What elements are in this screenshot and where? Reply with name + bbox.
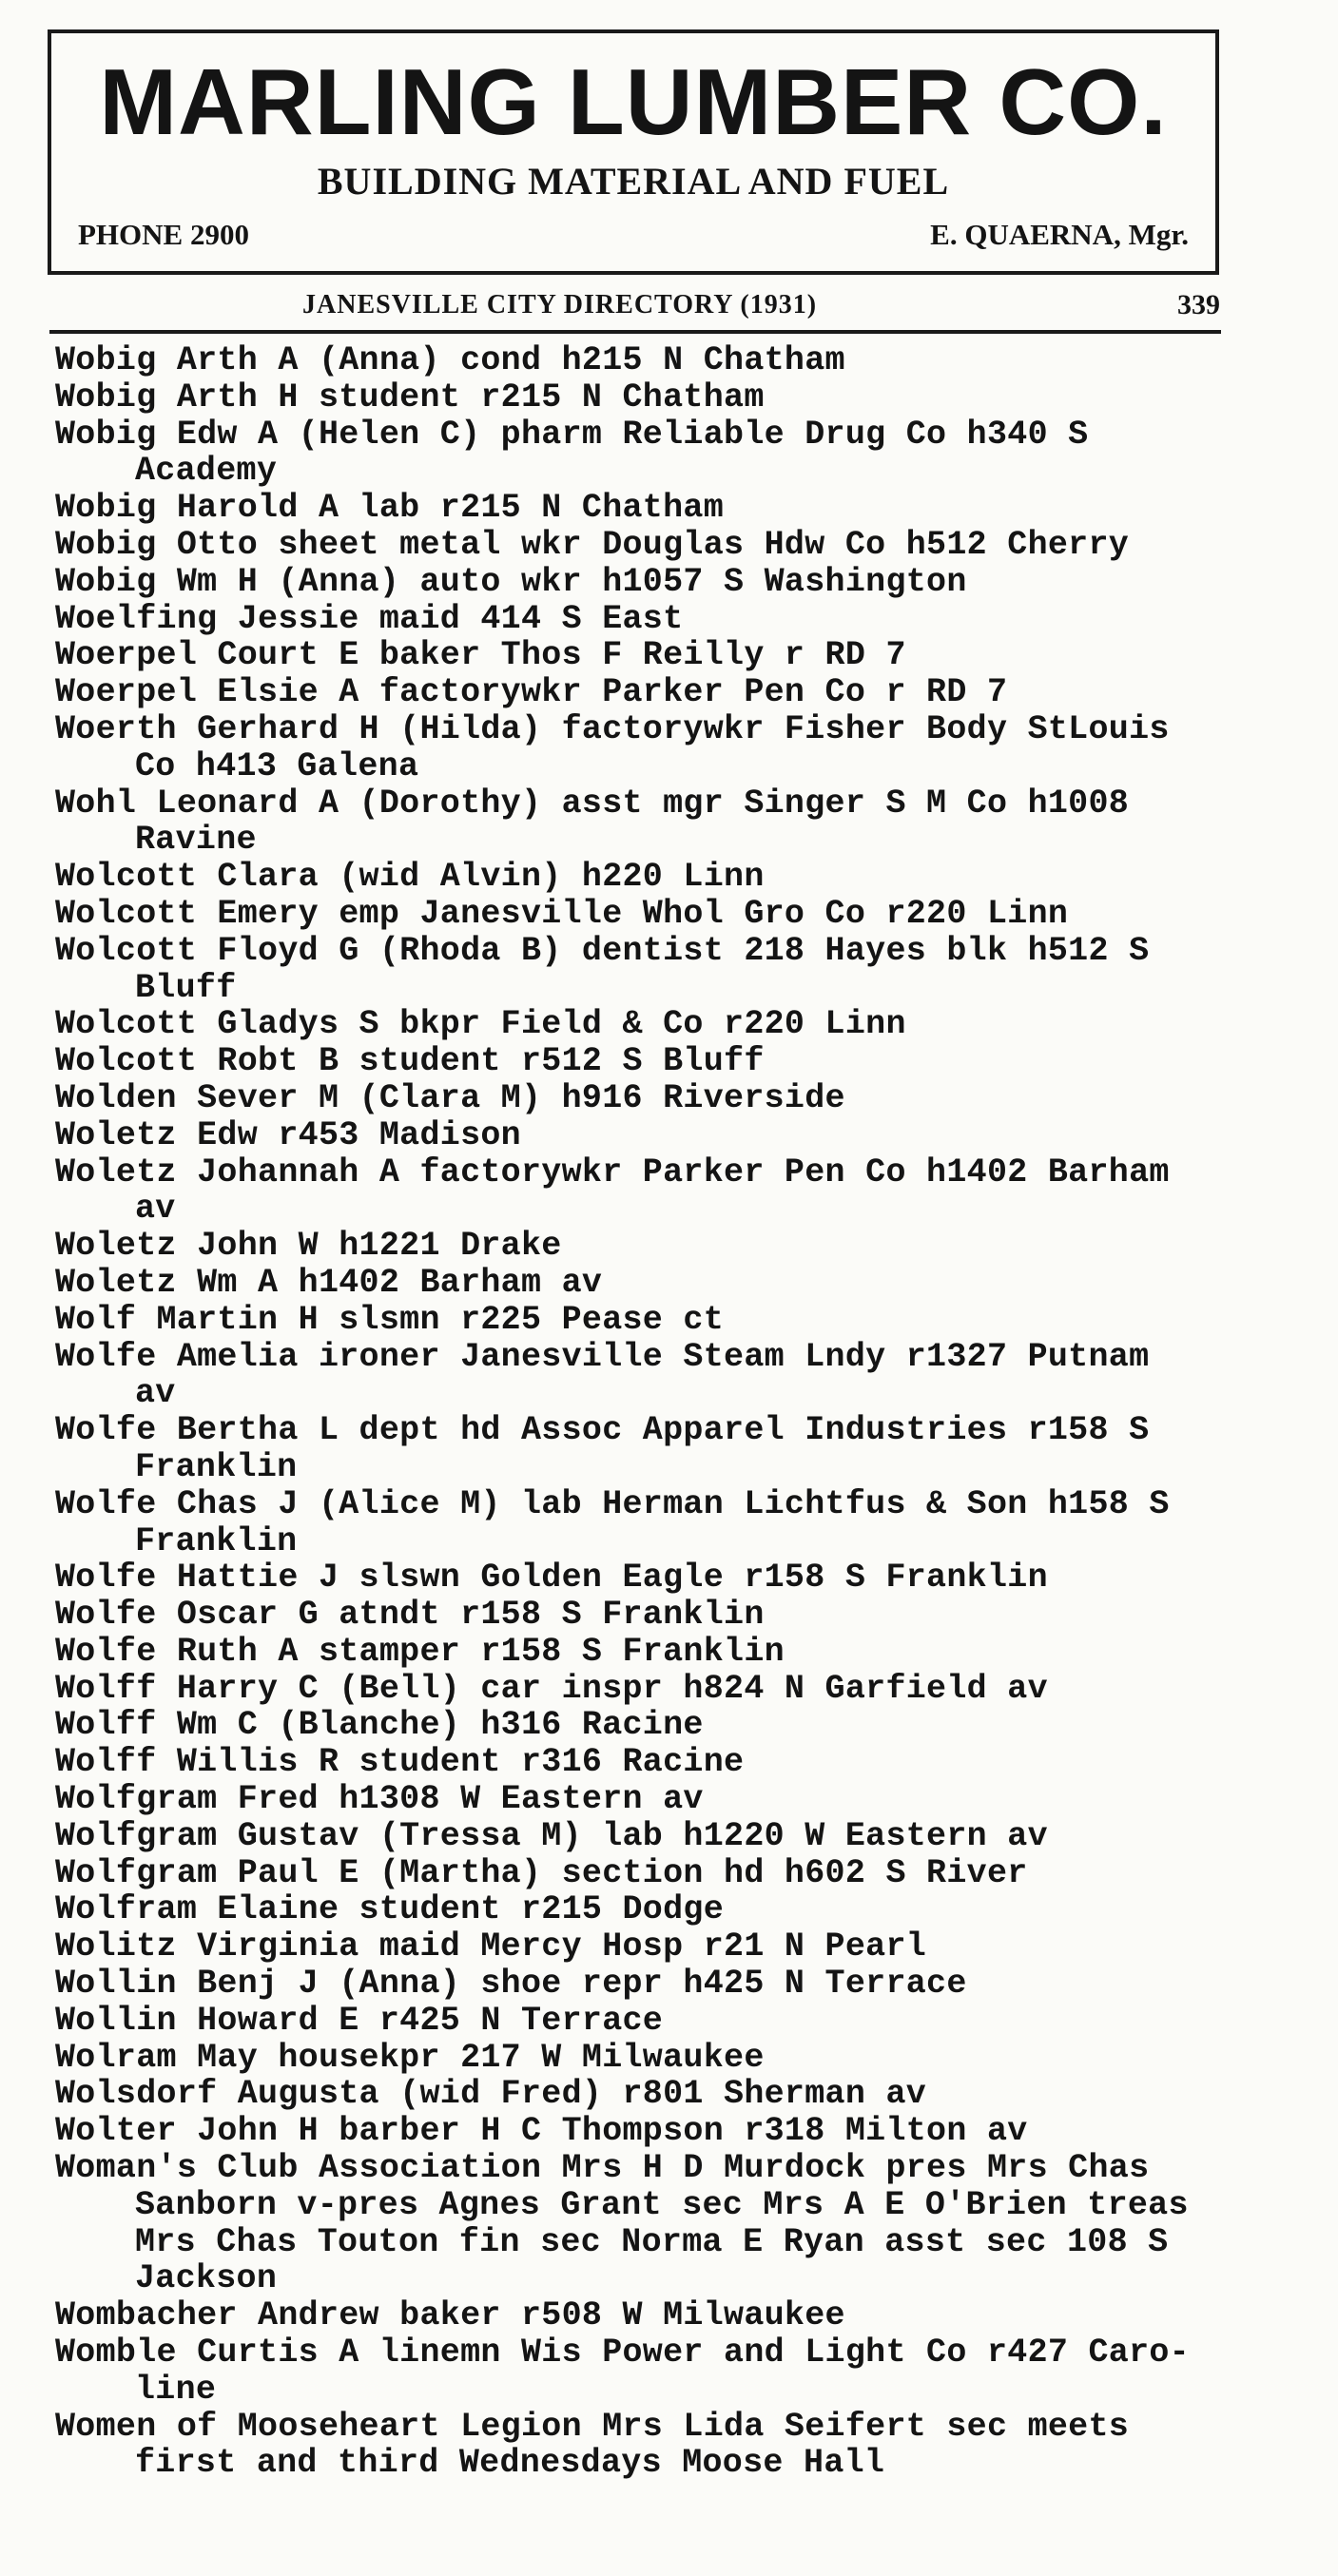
entry-text: Wolfgram Paul E (Martha) section hd h602 S River — [55, 1853, 1028, 1892]
entry-continuation: Academy — [135, 452, 278, 491]
entry-text: Wolfe Bertha L dept hd Assoc Apparel Industries r158 S — [55, 1411, 1150, 1450]
entry-text: Wolf Martin H slsmn r225 Pease ct — [55, 1300, 725, 1339]
page-number: 339 — [1177, 289, 1220, 320]
entry-text: Wolcott Floyd G (Rhoda B) dentist 218 Hayes blk h512 S — [55, 931, 1150, 970]
directory-entry — [55, 933, 1234, 1007]
entry-text: Wolfgram Gustav (Tressa M) lab h1220 W Eastern av — [55, 1816, 1048, 1855]
directory-entry — [55, 2040, 1234, 2077]
entry-continuation: av — [135, 1190, 176, 1229]
directory-entry — [55, 1707, 1234, 1744]
entry-text: Woelfing Jessie maid 414 S East — [55, 599, 684, 638]
directory-entry — [55, 1080, 1234, 1117]
directory-entry — [55, 1559, 1234, 1597]
directory-entry — [55, 1006, 1234, 1043]
directory-entry — [55, 2113, 1234, 2150]
entry-text: Woerpel Elsie A factorywkr Parker Pen Co r RD 7 — [55, 673, 1008, 712]
entry-continuation: first and third Wednesdays Moose Hall — [135, 2444, 885, 2483]
entry-text: Woerth Gerhard H (Hilda) factorywkr Fisher Body StLouis — [55, 709, 1170, 748]
entry-text: Wolfram Elaine student r215 Dodge — [55, 1890, 725, 1929]
entry-text: Wollin Howard E r425 N Terrace — [55, 2001, 664, 2040]
entry-continuation: Franklin — [135, 1521, 298, 1560]
entry-text: Women of Mooseheart Legion Mrs Lida Seifert sec meets — [55, 2407, 1130, 2446]
entry-continuation: Mrs Chas Touton fin sec Norma E Ryan asst sec 108 S — [135, 2222, 1169, 2261]
directory-entry — [55, 785, 1234, 860]
advertisement-box — [48, 29, 1219, 275]
entry-text: Wobig Arth H student r215 N Chatham — [55, 378, 765, 416]
advertiser-phone: PHONE 2900 — [78, 218, 249, 251]
directory-entry — [55, 674, 1234, 711]
entry-text: Woletz John W h1221 Drake — [55, 1227, 562, 1266]
directory-entry — [55, 2297, 1234, 2334]
directory-entry — [55, 1928, 1234, 1966]
entry-text: Wolfe Chas J (Alice M) lab Herman Lichtfus & Son h158 S — [55, 1484, 1170, 1523]
entry-continuation: Co h413 Galena — [135, 746, 419, 785]
entry-text: Wolff Harry C (Bell) car inspr h824 N Garfield av — [55, 1669, 1048, 1708]
directory-entry — [55, 1597, 1234, 1634]
entry-text: Wolitz Virginia maid Mercy Hosp r21 N Pearl — [55, 1927, 927, 1966]
entry-continuation: line — [135, 2370, 217, 2409]
entry-text: Wolcott Clara (wid Alvin) h220 Linn — [55, 858, 765, 897]
entry-text: Wolfe Oscar G atndt r158 S Franklin — [55, 1596, 765, 1635]
running-header — [50, 285, 1220, 325]
entry-text: Wolfgram Fred h1308 W Eastern av — [55, 1780, 704, 1819]
entry-continuation: Franklin — [135, 1447, 298, 1486]
directory-entry — [55, 2150, 1234, 2297]
directory-entry — [55, 416, 1234, 491]
entry-text: Woletz Johannah A factorywkr Parker Pen Co h1402 Barham — [55, 1152, 1170, 1191]
directory-entry — [55, 637, 1234, 674]
entry-text: Wobig Harold A lab r215 N Chatham — [55, 489, 725, 528]
entry-text: Wolfe Amelia ironer Janesville Steam Lndy r1327 Putnam — [55, 1337, 1150, 1376]
entry-text: Woletz Edw r453 Madison — [55, 1115, 521, 1154]
directory-entry — [55, 1781, 1234, 1818]
directory-entry — [55, 1339, 1234, 1413]
directory-entry — [55, 1265, 1234, 1302]
entry-text: Womble Curtis A linemn Wis Power and Light Co r427 Caro- — [55, 2334, 1190, 2373]
entry-continuation: Ravine — [135, 821, 257, 860]
directory-entry — [55, 1855, 1234, 1892]
entry-text: Wolcott Emery emp Janesville Whol Gro Co r220 Linn — [55, 894, 1069, 933]
entry-text: Woletz Wm A h1402 Barham av — [55, 1263, 603, 1302]
entry-continuation: Sanborn v-pres Agnes Grant sec Mrs A E O'Brien treas — [135, 2185, 1189, 2224]
directory-entry — [55, 859, 1234, 896]
directory-entry — [55, 379, 1234, 416]
directory-entry — [55, 490, 1234, 527]
directory-entry — [55, 1154, 1234, 1229]
directory-entry — [55, 2003, 1234, 2040]
entry-continuation: Jackson — [135, 2259, 278, 2298]
entry-text: Wolcott Gladys S bkpr Field & Co r220 Linn — [55, 1005, 906, 1044]
directory-entry — [55, 527, 1234, 564]
entry-text: Wombacher Andrew baker r508 W Milwaukee — [55, 2296, 845, 2335]
entry-text: Wolden Sever M (Clara M) h916 Riverside — [55, 1078, 845, 1117]
entry-text: Woerpel Court E baker Thos F Reilly r RD 7 — [55, 636, 906, 675]
entry-text: Wolfe Ruth A stamper r158 S Franklin — [55, 1632, 785, 1671]
directory-entries — [55, 342, 1234, 2482]
entry-text: Wolram May housekpr 217 W Milwaukee — [55, 2038, 765, 2077]
entry-text: Wobig Edw A (Helen C) pharm Reliable Drug Co h340 S — [55, 415, 1089, 454]
directory-entry — [55, 2409, 1234, 2483]
header-rule — [49, 330, 1221, 334]
directory-entry — [55, 711, 1234, 785]
entry-text: Wolff Willis R student r316 Racine — [55, 1743, 745, 1782]
directory-entry — [55, 1228, 1234, 1265]
directory-entry — [55, 1891, 1234, 1928]
directory-entry — [55, 2334, 1234, 2409]
entry-text: Wobig Arth A (Anna) cond h215 N Chatham — [55, 341, 845, 379]
directory-entry — [55, 1302, 1234, 1339]
entry-text: Woman's Club Association Mrs H D Murdock pres Mrs Chas — [55, 2149, 1150, 2188]
entry-continuation: Bluff — [135, 968, 237, 1007]
directory-entry — [55, 1966, 1234, 2003]
advertiser-manager: E. QUAERNA, Mgr. — [930, 218, 1189, 251]
directory-entry — [55, 1634, 1234, 1671]
directory-entry — [55, 601, 1234, 638]
directory-entry — [55, 1744, 1234, 1781]
directory-entry — [55, 1117, 1234, 1154]
advertiser-tagline: BUILDING MATERIAL AND FUEL — [317, 160, 950, 203]
entry-text: Wolcott Robt B student r512 S Bluff — [55, 1042, 765, 1081]
entry-text: Wobig Otto sheet metal wkr Douglas Hdw Co h512 Cherry — [55, 525, 1130, 564]
entry-text: Wohl Leonard A (Dorothy) asst mgr Singer S M Co h1008 — [55, 784, 1130, 823]
entry-text: Wobig Wm H (Anna) auto wkr h1057 S Washington — [55, 562, 967, 601]
entry-text: Wolff Wm C (Blanche) h316 Racine — [55, 1706, 704, 1745]
directory-entry — [55, 1412, 1234, 1486]
directory-entry — [55, 1486, 1234, 1560]
entry-continuation: av — [135, 1374, 176, 1413]
advertiser-name: MARLING LUMBER CO. — [99, 49, 1168, 154]
entry-text: Wolter John H barber H C Thompson r318 Milton av — [55, 2112, 1028, 2151]
directory-entry — [55, 342, 1234, 379]
directory-entry — [55, 564, 1234, 601]
entry-text: Wolfe Hattie J slswn Golden Eagle r158 S Franklin — [55, 1559, 1048, 1598]
entry-text: Wollin Benj J (Anna) shoe repr h425 N Terrace — [55, 1965, 967, 2004]
directory-entry — [55, 1671, 1234, 1708]
directory-entry — [55, 1818, 1234, 1855]
directory-entry — [55, 2076, 1234, 2113]
directory-entry — [55, 1043, 1234, 1080]
directory-title: JANESVILLE CITY DIRECTORY (1931) — [302, 290, 818, 320]
directory-entry — [55, 896, 1234, 933]
entry-text: Wolsdorf Augusta (wid Fred) r801 Sherman av — [55, 2075, 927, 2114]
